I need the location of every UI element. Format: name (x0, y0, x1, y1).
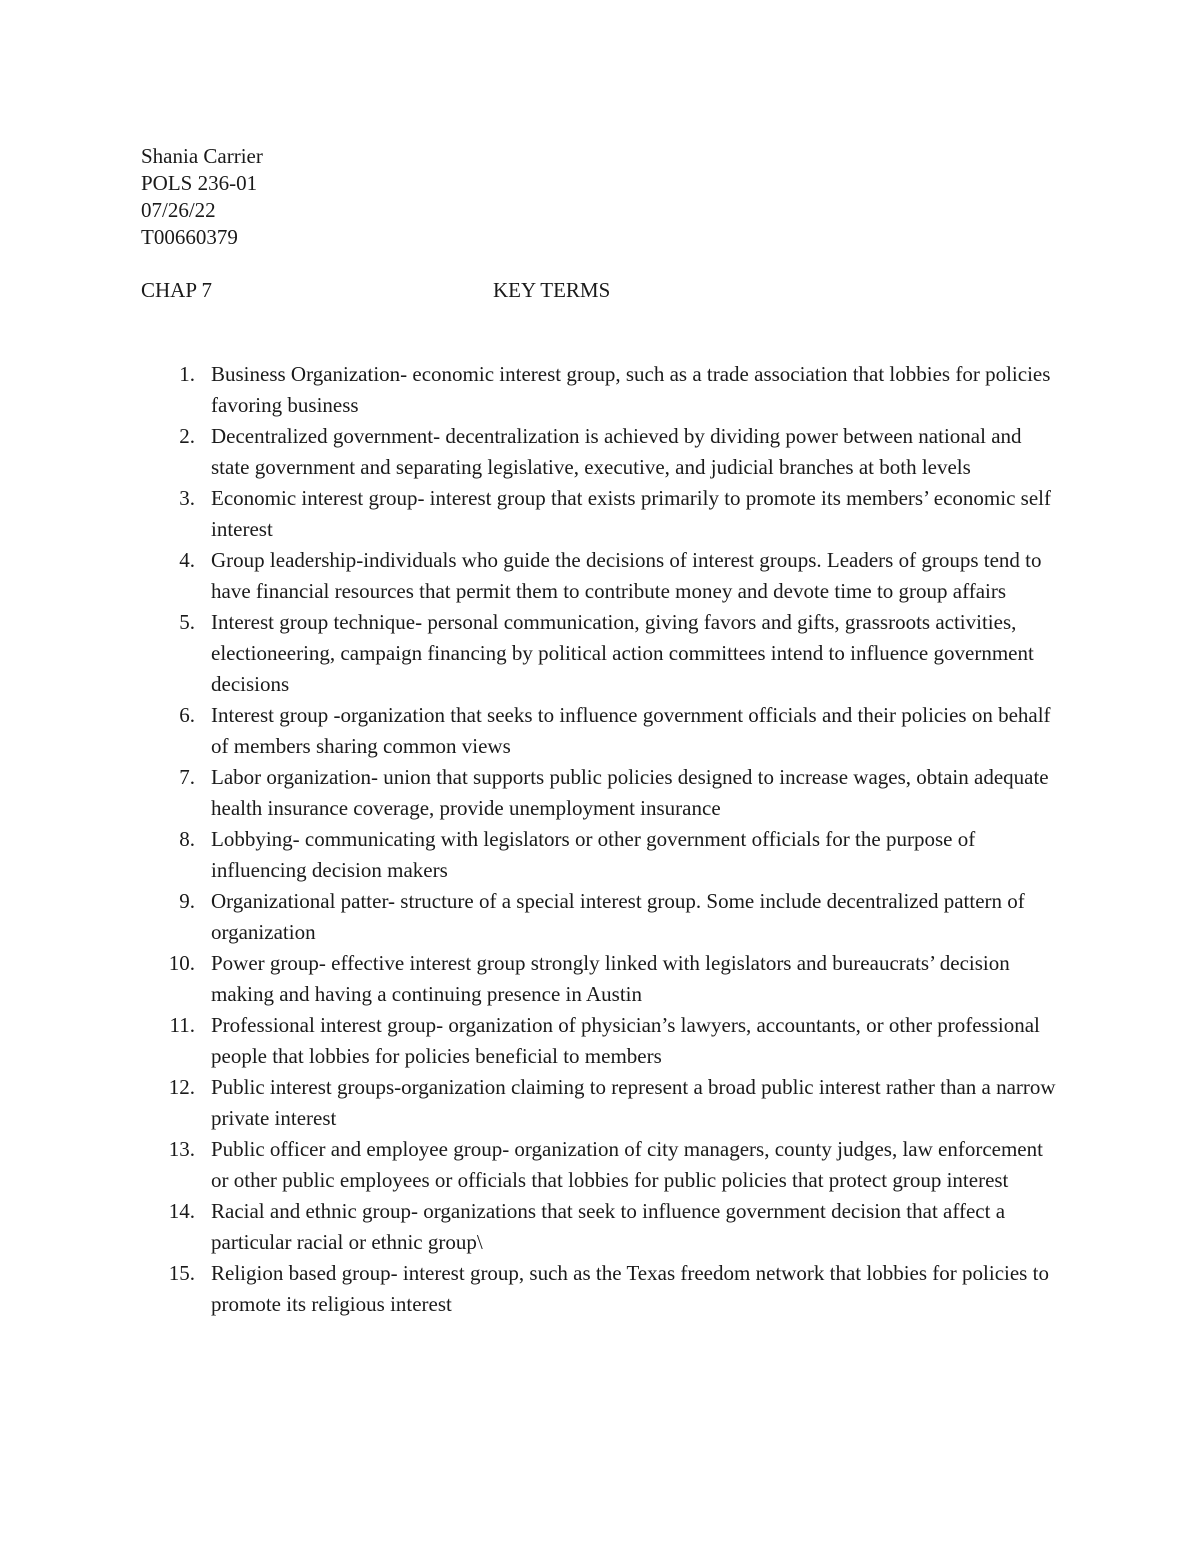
term-text: Religion based group- interest group, such as the Texas freedom network that lobbies for policies to promote its religious interest (211, 1261, 1049, 1316)
key-terms-list (141, 359, 1061, 1320)
list-item (141, 483, 1061, 545)
term-text: Power group- effective interest group strongly linked with legislators and bureaucrats’ decision making and having a continuing presence in Austin (211, 951, 1010, 1006)
term-text: Decentralized government- decentralization is achieved by dividing power between national and state government and separating legislative, executive, and judicial branches at both levels (211, 424, 1022, 479)
term-text: Business Organization- economic interest group, such as a trade association that lobbies for policies favoring business (211, 362, 1051, 417)
term-number: 8. (179, 827, 195, 851)
list-item (141, 824, 1061, 886)
term-number: 1. (179, 362, 195, 386)
list-item (141, 607, 1061, 700)
term-number: 10. (168, 951, 195, 975)
term-text: Lobbying- communicating with legislators or other government officials for the purpose of influencing decision makers (211, 827, 976, 882)
list-item (141, 1072, 1061, 1134)
list-item (141, 421, 1061, 483)
list-item (141, 545, 1061, 607)
student-header (141, 143, 263, 251)
student-name: Shania Carrier (141, 144, 263, 168)
page-title: KEY TERMS (493, 278, 611, 302)
term-number: 11. (169, 1013, 195, 1037)
term-number: 4. (179, 548, 195, 572)
term-text: Professional interest group- organization of physician’s lawyers, accountants, or other professional people that lobbies for policies beneficial to members (211, 1013, 1040, 1068)
term-number: 12. (168, 1075, 195, 1099)
list-item (141, 359, 1061, 421)
list-item (141, 762, 1061, 824)
list-item (141, 1010, 1061, 1072)
term-number: 2. (179, 424, 195, 448)
term-number: 15. (168, 1261, 195, 1285)
title-row (141, 277, 1041, 307)
term-text: Public interest groups-organization claiming to represent a broad public interest rather than a narrow private interest (211, 1075, 1056, 1130)
course-code: POLS 236-01 (141, 171, 258, 195)
list-item (141, 886, 1061, 948)
term-text: Labor organization- union that supports public policies designed to increase wages, obtain adequate health insurance coverage, provide unemployment insurance (211, 765, 1049, 820)
term-text: Economic interest group- interest group that exists primarily to promote its members’ economic self interest (211, 486, 1051, 541)
list-item (141, 1134, 1061, 1196)
student-id: T00660379 (141, 225, 238, 249)
term-number: 13. (168, 1137, 195, 1161)
term-text: Interest group technique- personal communication, giving favors and gifts, grassroots activities, electioneering, campaign financing by political action committees intend to influence government decisions (211, 610, 1034, 696)
chapter-label: CHAP 7 (141, 278, 212, 302)
term-number: 14. (168, 1199, 195, 1223)
term-text: Racial and ethnic group- organizations that seek to influence government decision that affect a particular racial or ethnic group\ (211, 1199, 1006, 1254)
list-item (141, 948, 1061, 1010)
term-text: Group leadership-individuals who guide the decisions of interest groups. Leaders of groups tend to have financial resources that permit them to contribute money and devote time to group affairs (211, 548, 1042, 603)
term-number: 5. (179, 610, 195, 634)
list-item (141, 700, 1061, 762)
term-text: Public officer and employee group- organization of city managers, county judges, law enforcement or other public employees or officials that lobbies for public policies that protect group interest (211, 1137, 1043, 1192)
term-number: 7. (179, 765, 195, 789)
term-number: 9. (179, 889, 195, 913)
term-number: 3. (179, 486, 195, 510)
assignment-date: 07/26/22 (141, 198, 216, 222)
term-text: Interest group -organization that seeks to influence government officials and their policies on behalf of members sharing common views (211, 703, 1051, 758)
term-number: 6. (179, 703, 195, 727)
list-item (141, 1196, 1061, 1258)
term-text: Organizational patter- structure of a special interest group. Some include decentralized pattern of organization (211, 889, 1025, 944)
list-item (141, 1258, 1061, 1320)
